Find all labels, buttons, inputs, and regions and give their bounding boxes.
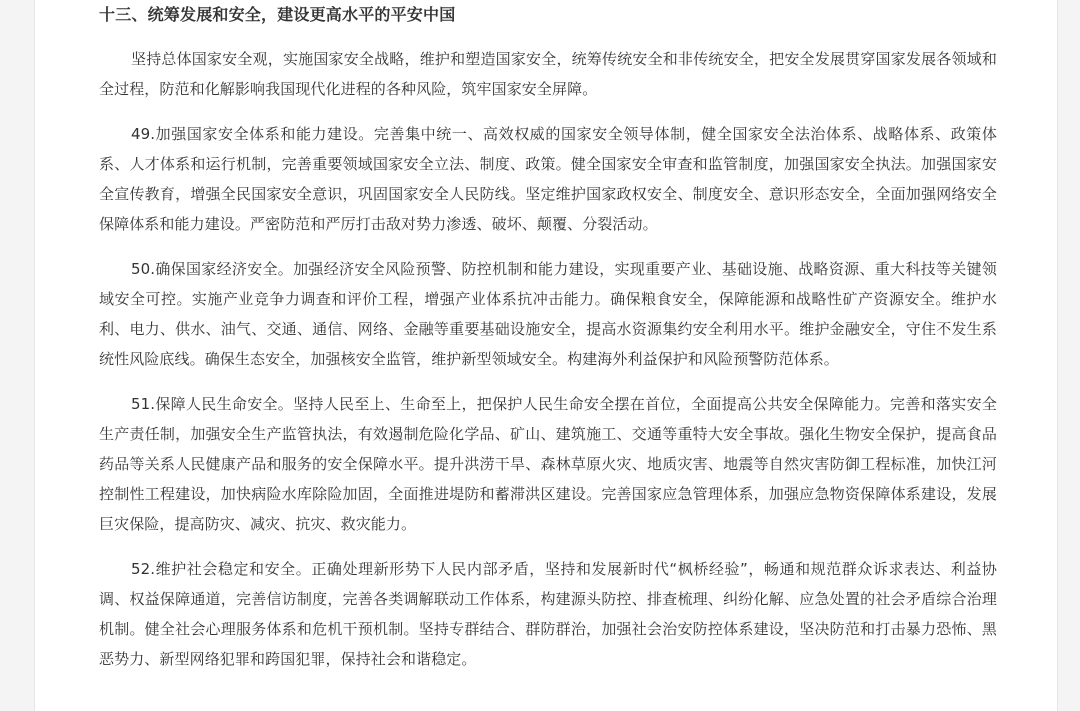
section-heading: 十三、统筹发展和安全，建设更高水平的平安中国 <box>99 5 456 24</box>
paragraph-49: 49.加强国家安全体系和能力建设。完善集中统一、高效权威的国家安全领导体制，健全国家安全法治体系、战略体系、政策体系、人才体系和运行机制，完善重要领域国家安全立法、制度、政策。健全国家安全审查和监管制度，加强国家安全执法。加强国家安全宣传教育，增强全民国家安全意识，巩固国家安全人民防线。坚定维护国家政权安全、制度安全、意识形态安全，全面加强网络安全保障体系和能力建设。严密防范和严厉打击敌对势力渗透、破坏、颠覆、分裂活动。 <box>99 125 997 233</box>
article-body <box>99 0 997 674</box>
paragraph-51: 51.保障人民生命安全。坚持人民至上、生命至上，把保护人民生命安全摆在首位，全面提高公共安全保障能力。完善和落实安全生产责任制，加强安全生产监管执法，有效遏制危险化学品、矿山、建筑施工、交通等重特大安全事故。强化生物安全保护，提高食品药品等关系人民健康产品和服务的安全保障水平。提升洪涝干旱、森林草原火灾、地质灾害、地震等自然灾害防御工程标准，加快江河控制性工程建设，加快病险水库除险加固，全面推进堤防和蓄滞洪区建设。完善国家应急管理体系，加强应急物资保障体系建设，发展巨灾保险，提高防灾、减灾、抗灾、救灾能力。 <box>99 395 997 533</box>
paragraph-50: 50.确保国家经济安全。加强经济安全风险预警、防控机制和能力建设，实现重要产业、基础设施、战略资源、重大科技等关键领域安全可控。实施产业竞争力调查和评价工程，增强产业体系抗冲击能力。确保粮食安全，保障能源和战略性矿产资源安全。维护水利、电力、供水、油气、交通、通信、网络、金融等重要基础设施安全，提高水资源集约安全利用水平。维护金融安全，守住不发生系统性风险底线。确保生态安全，加强核安全监管，维护新型领域安全。构建海外利益保护和风险预警防范体系。 <box>99 260 997 368</box>
article-page <box>34 0 1058 711</box>
intro-paragraph: 坚持总体国家安全观，实施国家安全战略，维护和塑造国家安全，统筹传统安全和非传统安全，把安全发展贯穿国家发展各领域和全过程，防范和化解影响我国现代化进程的各种风险，筑牢国家安全屏障。 <box>99 50 997 98</box>
paragraph-52: 52.维护社会稳定和安全。正确处理新形势下人民内部矛盾，坚持和发展新时代“枫桥经验”，畅通和规范群众诉求表达、利益协调、权益保障通道，完善信访制度，完善各类调解联动工作体系，构建源头防控、排查梳理、纠纷化解、应急处置的社会矛盾综合治理机制。健全社会心理服务体系和危机干预机制。坚持专群结合、群防群治，加强社会治安防控体系建设，坚决防范和打击暴力恐怖、黑恶势力、新型网络犯罪和跨国犯罪，保持社会和谐稳定。 <box>99 560 997 668</box>
